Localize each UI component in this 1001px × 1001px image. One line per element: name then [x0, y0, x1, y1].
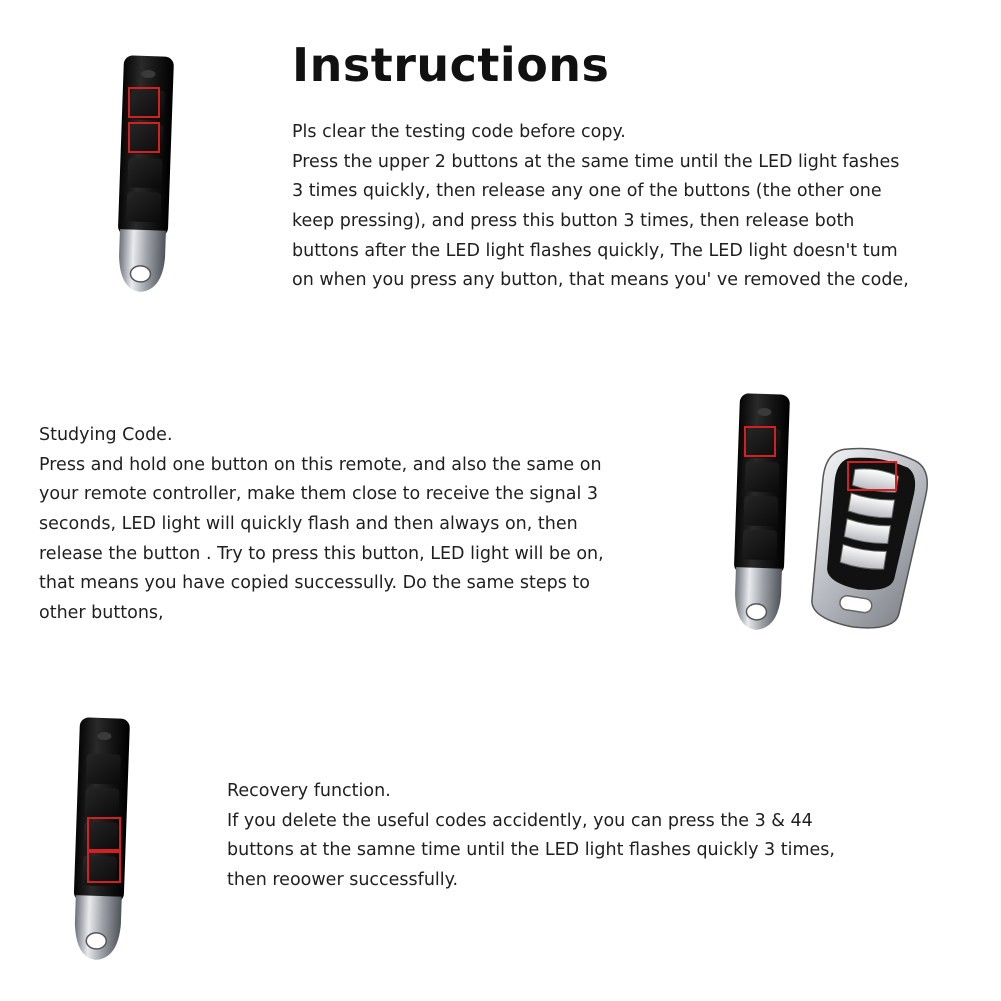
original-remote-icon [800, 448, 932, 632]
recovery-heading: Recovery function. [227, 781, 391, 801]
clear-code-line: buttons after the LED light flashes quickly, The LED light doesn't tum [292, 240, 898, 261]
clear-code-line: 3 times quickly, then release any one of the buttons (the other one [292, 181, 882, 202]
page-title: Instructions [292, 38, 610, 92]
studying-code-line: other buttons, [39, 603, 164, 624]
studying-code-line: seconds, LED light will quickly flash and then always on, then [39, 514, 578, 535]
studying-code-line: release the button . Try to press this button, LED light will be on, [39, 543, 604, 564]
clear-code-line: Press the upper 2 buttons at the same time until the LED light fashes [292, 151, 900, 172]
remote-icon [730, 390, 796, 634]
remote-icon [68, 714, 134, 964]
studying-code-line: your remote controller, make them close to receive the signal 3 [39, 484, 599, 505]
clear-code-line: keep pressing), and press this button 3 times, then release both [292, 211, 855, 232]
remote-icon [112, 52, 178, 296]
clear-code-line: Pls clear the testing code before copy. [292, 122, 626, 142]
studying-code-instructions [39, 421, 604, 629]
studying-code-line: that means you have copied successully. Do the same steps to [39, 573, 590, 594]
clear-code-line: on when you press any button, that means you' ve removed the code, [292, 270, 909, 291]
recovery-instructions [227, 777, 835, 896]
recovery-line: buttons at the samne time until the LED light flashes quickly 3 times, [227, 840, 835, 861]
recovery-line: then reoower successfully. [227, 870, 459, 891]
studying-code-heading: Studying Code. [39, 425, 173, 445]
clear-code-instructions [292, 118, 909, 296]
recovery-line: If you delete the useful codes accidently, you can press the 3 & 44 [227, 810, 813, 831]
studying-code-line: Press and hold one button on this remote, and also the same on [39, 454, 602, 475]
